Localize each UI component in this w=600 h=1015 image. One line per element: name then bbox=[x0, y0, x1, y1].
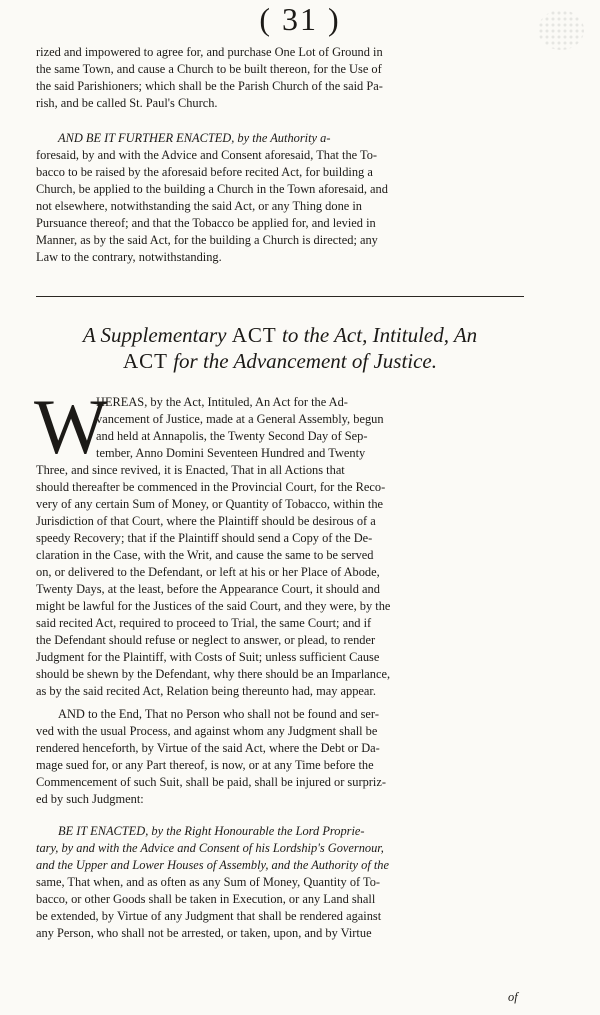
page-number: ( 31 ) bbox=[259, 1, 341, 37]
text-line: should be shewn by the Defendant, why there should be an Imparlance, bbox=[36, 667, 391, 681]
text-line: Jurisdiction of that Court, where the Plaintiff should be desirous of a bbox=[36, 514, 376, 528]
text-line: any Person, who shall not be arrested, or taken, upon, and by Virtue bbox=[36, 926, 372, 940]
text-line: AND BE IT FURTHER ENACTED, by the Authority a- bbox=[58, 131, 331, 145]
text-line: same, That when, and as often as any Sum of Money, Quantity of To- bbox=[36, 875, 381, 889]
text-line: claration in the Case, with the Writ, and cause the same to be served bbox=[36, 548, 374, 562]
text-line: as by the said recited Act, Relation being thereunto had, may appear. bbox=[36, 684, 376, 698]
act-title-line-1 bbox=[36, 322, 524, 348]
text-line: Three, and since revived, it is Enacted, That in all Actions that bbox=[36, 463, 345, 477]
act-title-caps: ACT bbox=[122, 349, 168, 373]
text-line: on, or delivered to the Defendant, or left at his or her Place of Abode, bbox=[36, 565, 380, 579]
whereas-paragraph bbox=[34, 383, 524, 700]
text-line: and the Upper and Lower Houses of Assembly, and the Authority of the bbox=[36, 858, 389, 872]
text-line: ed by such Judgment: bbox=[36, 792, 144, 806]
intro-paragraph bbox=[36, 44, 524, 112]
text-line: not elsewhere, notwithstanding the said Act, or any Thing done in bbox=[36, 199, 362, 213]
text-line: AND to the End, That no Person who shall not be found and ser- bbox=[58, 707, 379, 721]
text-line: tember, Anno Domini Seventeen Hundred and Twenty bbox=[96, 446, 366, 460]
paper-stain bbox=[538, 10, 584, 50]
text-line: the Defendant should refuse or neglect to answer, or plead, to render bbox=[36, 633, 376, 647]
text-line: rized and impowered to agree for, and purchase One Lot of Ground in bbox=[36, 45, 383, 59]
text-line: should thereafter be commenced in the Provincial Court, for the Reco- bbox=[36, 480, 386, 494]
text-line: Manner, as by the said Act, for the building a Church is directed; any bbox=[36, 233, 378, 247]
text-line: HEREAS, by the Act, Intituled, An Act for the Ad- bbox=[96, 395, 348, 409]
act-title-rest: for the Advancement of Justice. bbox=[173, 349, 438, 373]
text-line: speedy Recovery; that if the Plaintiff should send a Copy of the De- bbox=[36, 531, 373, 545]
text-line: the said Parishioners; which shall be the Parish Church of the said Pa- bbox=[36, 79, 383, 93]
text-line: Twenty Days, at the least, before the Appearance Court, it should and bbox=[36, 582, 380, 596]
text-line: Law to the contrary, notwithstanding. bbox=[36, 250, 222, 264]
text-line: might be lawful for the Justices of the said Court, and they were, by the bbox=[36, 599, 391, 613]
act-title bbox=[36, 322, 524, 374]
text-line: rendered henceforth, by Virtue of the said Act, where the Debt or Da- bbox=[36, 741, 380, 755]
text-line: said recited Act, required to proceed to Trial, the same Court; and if bbox=[36, 616, 372, 630]
text-line: BE IT ENACTED, by the Right Honourable the Lord Proprie- bbox=[58, 824, 365, 838]
act-title-rest: to the Act, Intituled, An bbox=[281, 323, 478, 347]
text-line: mage sued for, or any Part thereof, is now, or at any Time before the bbox=[36, 758, 374, 772]
text-line: bacco to be raised by the aforesaid before recited Act, for building a bbox=[36, 165, 373, 179]
text-line: Church, be applied to the building a Church in the Town aforesaid, and bbox=[36, 182, 388, 196]
text-line: tary, by and with the Advice and Consent of his Lordship's Governour, bbox=[36, 841, 384, 855]
text-line: vancement of Justice, made at a General Assembly, begun bbox=[96, 412, 384, 426]
text-line: be extended, by Virtue of any Judgment that shall be rendered against bbox=[36, 909, 382, 923]
section-divider bbox=[36, 296, 524, 297]
text-line: Pursuance thereof; and that the Tobacco be applied for, and levied in bbox=[36, 216, 376, 230]
act-title-prefix: A Supplementary bbox=[82, 323, 227, 347]
act-title-caps: ACT bbox=[231, 323, 277, 347]
and-to-the-end-paragraph bbox=[36, 706, 524, 808]
text-line: rish, and be called St. Paul's Church. bbox=[36, 96, 218, 110]
text-line: Judgment for the Plaintiff, with Costs of Suit; unless sufficient Cause bbox=[36, 650, 380, 664]
text-line: the same Town, and cause a Church to be built thereon, for the Use of bbox=[36, 62, 382, 76]
further-enacted-paragraph bbox=[36, 130, 524, 266]
text-line: Commencement of such Suit, shall be paid, shall be injured or surpriz- bbox=[36, 775, 386, 789]
catchword: of bbox=[508, 990, 518, 1004]
text-line: bacco, or other Goods shall be taken in Execution, or any Land shall bbox=[36, 892, 376, 906]
text-line: ved with the usual Process, and against whom any Judgment shall be bbox=[36, 724, 378, 738]
text-line: and held at Annapolis, the Twenty Second Day of Sep- bbox=[96, 429, 368, 443]
be-it-enacted-paragraph bbox=[36, 823, 524, 942]
text-line: very of any certain Sum of Money, or Quantity of Tobacco, within the bbox=[36, 497, 384, 511]
drop-cap: W bbox=[34, 383, 108, 470]
text-line: foresaid, by and with the Advice and Consent aforesaid, That the To- bbox=[36, 148, 378, 162]
act-title-line-2 bbox=[36, 348, 524, 374]
